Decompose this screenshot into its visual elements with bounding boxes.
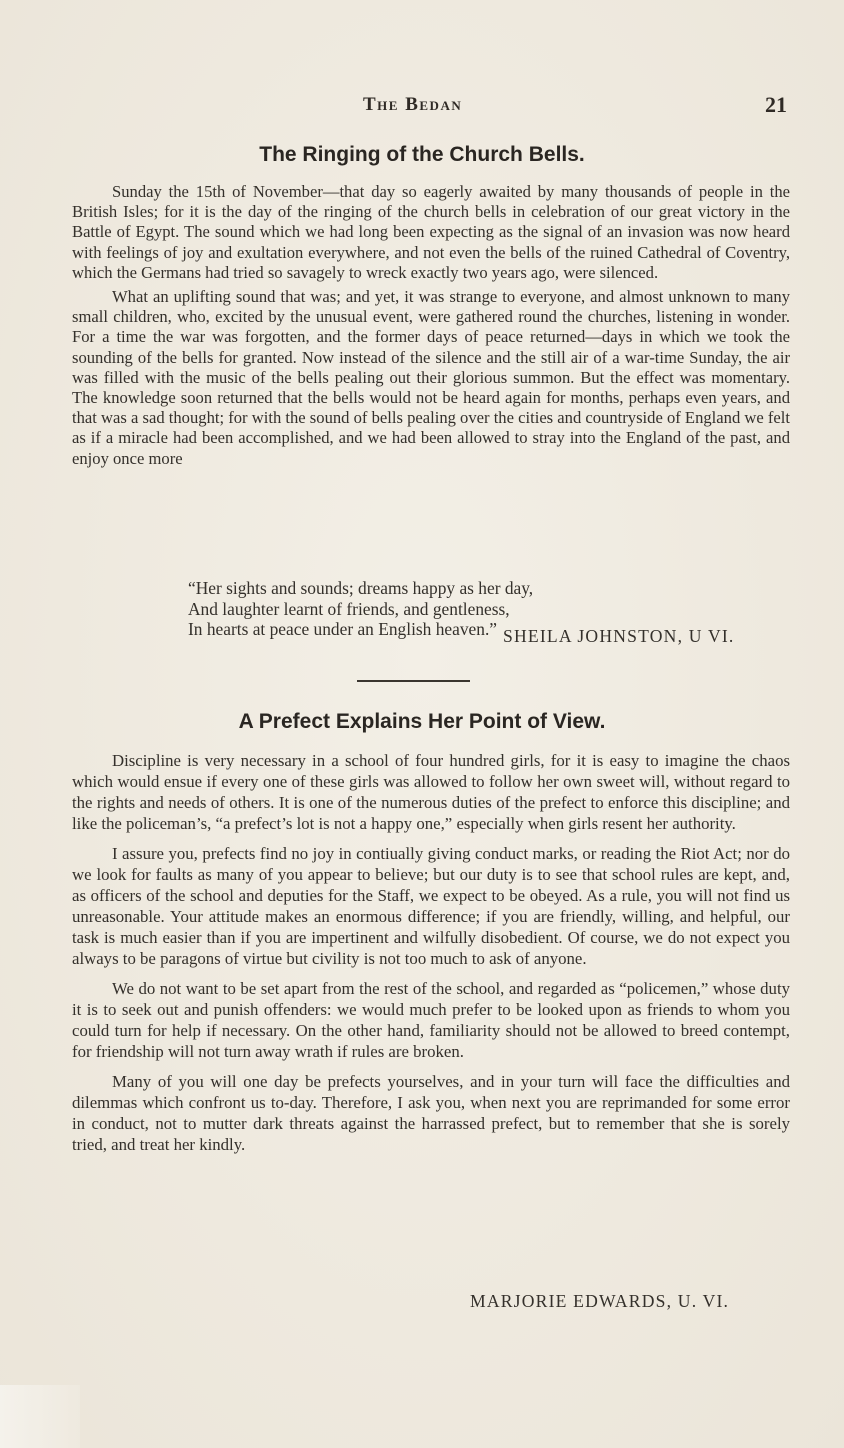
paragraph: I assure you, prefects find no joy in contiually giving conduct marks, or reading the Riot Act; nor do we look for faults as many of you appear to believe; but our duty is to see that school rules are kept, and, as officers of the school and deputies for the Staff, we expect to be obeyed. As a rule, you will not find us unreasonable. Your attitude makes an enormous difference; if you are friendly, willing, and helpful, our task is much easier than if you are impertinent and wilfully disobedient. Of course, we do not expect you always to be paragons of virtue but civility is not too much to ask of anyone. <box>72 844 790 968</box>
page-number: 21 <box>765 92 787 117</box>
poem-quote <box>188 578 533 640</box>
section-divider <box>357 680 470 682</box>
poem-line: And laughter learnt of friends, and gentleness, <box>188 598 510 619</box>
author-signature-edwards: MARJORIE EDWARDS, U. VI. <box>470 1291 730 1311</box>
author-signature-johnston: SHEILA JOHNSTON, U VI. <box>503 626 735 646</box>
article-body-prefect <box>72 750 790 1164</box>
paragraph: What an uplifting sound that was; and yet, it was strange to everyone, and almost unknown to many small children, who, excited by the unusual event, were gathered round the churches, listening in wonder. For a time the war was forgotten, and the former days of peace returned—days in which we took the sounding of the bells for granted. Now instead of the silence and the still air of a war-time Sunday, the air was filled with the music of the bells pealing out their glorious summon. But the effect was momentary. The knowledge soon returned that the bells would not be heard again for months, perhaps even years, and that was a sad thought; for with the sound of bells pealing over the cities and countryside of England we felt as if a miracle had been accomplished, and we had been allowed to stray into the England of the past, and enjoy once more <box>72 287 790 468</box>
article-title-prefect: A Prefect Explains Her Point of View. <box>238 710 606 733</box>
paragraph: Discipline is very necessary in a school of four hundred girls, for it is easy to imagine the chaos which would ensue if every one of these girls was allowed to follow her own sweet will, without regard to the rights and needs of others. It is one of the numerous duties of the prefect to enforce this discipline; and like the policeman’s, “a prefect’s lot is not a happy one,” especially when girls resent her authority. <box>72 751 790 833</box>
page-header <box>0 92 844 122</box>
poem-line: “Her sights and sounds; dreams happy as her day, <box>188 578 534 598</box>
running-title: The Bedan <box>363 94 463 115</box>
poem-line: In hearts at peace under an English heaven.” <box>188 619 498 639</box>
paragraph: Many of you will one day be prefects yourselves, and in your turn will face the difficulties and dilemmas which confront us to-day. Therefore, I ask you, when next you are reprimanded for some error in conduct, not to mutter dark threats against the harrassed prefect, but to remember that she is sorely tried, and treat her kindly. <box>72 1072 790 1154</box>
article-title-church-bells: The Ringing of the Church Bells. <box>259 143 585 166</box>
paragraph: Sunday the 15th of November—that day so eagerly awaited by many thousands of people in the British Isles; for it is the day of the ringing of the church bells in celebration of our great victory in the Battle of Egypt. The sound which we had long been expecting as the signal of an invasion was now heard with feelings of joy and exultation everywhere, and not even the bells of the ruined Cathedral of Coventry, which the Germans had tried so savagely to wreck exactly two years ago, were silenced. <box>72 182 790 282</box>
article-body-church-bells <box>72 182 790 473</box>
paper-blemish <box>0 1385 80 1448</box>
paragraph: We do not want to be set apart from the rest of the school, and regarded as “policemen,” whose duty it is to seek out and punish offenders: we would much prefer to be looked upon as friends to whom you could turn for help if necessary. On the other hand, familiarity should not be allowed to breed contempt, for friendship will not turn away wrath if rules are broken. <box>72 979 790 1061</box>
